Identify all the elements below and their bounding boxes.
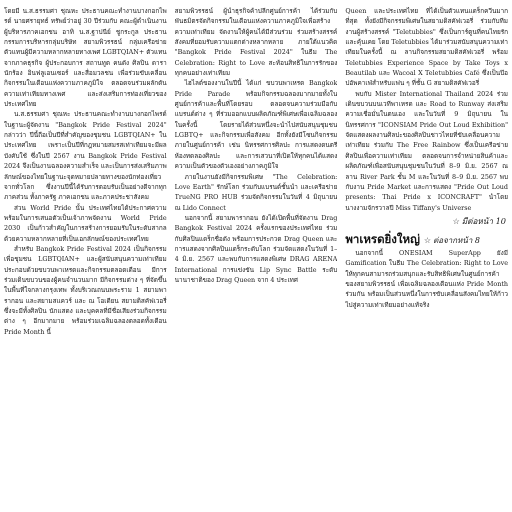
star-icon: ☆ <box>452 216 460 226</box>
article-paragraph: ไฮไลต์ของงานในปีนี้ ได้แก่ ขบวนพาเหรด Bangkok Pride Parade พร้อมกิจกรรมฉลองมากมายทั้งในศูนย์การค้าและพื้นที่โดยรอบ ตลอดจนความร่วมมือกับแบรนด์ต่าง ๆ ที่ร่วมออกแบบผลิตภัณฑ์พิเศษเพื่อเฉลิมฉลองในครั้งนี้ โดยรายได้ส่วนหนึ่งจะนำไปสนับสนุนชุมชน LGBTQ+ และกิจกรรมเพื่อสังคม อีกทั้งยังมีโซนกิจกรรมภายในศูนย์การค้า เช่น นิทรรศการศิลปะ การแสดงดนตรี ห้องทดลองศิลปะ และการเสวนาที่เปิดให้ทุกคนได้แสดงความเป็นตัวของตัวเองอย่างภาคภูมิใจ <box>174 79 338 171</box>
continue-note <box>345 214 506 229</box>
article-paragraph: สำหรับ Bangkok Pride Festival 2024 เป็นกิจกรรมเพื่อชุมชน LGBTQIAN+ และผู้สนับสนุนความเท่าเทียม ประกอบด้วยขบวนพาเหรดและกิจกรรมตลอดเดือน มีการร่วมเดินขบวนของผู้คนจำนวนมาก มีกิจกรรมต่าง ๆ ที่จัดขึ้นในพื้นที่ใจกลางกรุงเทพ ทั้งบริเวณถนนพระราม 1 สยามพารากอน และสยามสแควร์ และ ณ โอเดียน สยามดิสคัฟเวอรี่ ซึ่งจะมีทั้งศิลปิน นักแสดง และบุคคลที่มีชื่อเสียงร่วมกิจกรรมต่าง ๆ อีกมากมาย พร้อมร่วมเฉลิมฉลองตลอดทั้งเดือน Pride Month นี้ <box>4 244 167 336</box>
text-column-right <box>345 6 508 512</box>
text-column-middle <box>175 6 338 512</box>
section-heading-sub: ☆ ต่อจากหน้า 8 <box>423 235 480 245</box>
article-paragraph: นอกจากนี้ ONESIAM SuperApp ยังมี Gamification ในธีม The Celebration: Right to Love ให้ทุกคนสามารถร่วมสนุกและรับสิทธิพิเศษในศูนย์การค้าของสยามพิวรรธน์ เพื่อเฉลิมฉลองเดือนแห่ง Pride Month ร่วมกัน พร้อมเป็นส่วนหนึ่งในการขับเคลื่อนสังคมไทยให้ก้าวไปสู่ความเท่าเทียมอย่างแท้จริง <box>345 248 509 309</box>
continue-label: มีต่อหน้า 10 <box>461 215 507 226</box>
section-heading-title: พาเหรดยิ่งใหญ่ <box>345 231 420 246</box>
article-paragraph: โดยมี น.ส.ธรรมศา ชุณหะ ประธานคณะทำงานบางกอกไพรด์ นายศรายุทธ์ ทรัพย์ว่าอยู่ 30 ปีร่วมกับ คณะผู้ดำเนินงาน ผู้บริหารภาคเอกชน อาทิ น.ส.ฐาปนีย์ ชูกระกูล ประธานกรรมการบริหารกลุ่มบริษัท สยามพิวรรธน์ กลุ่มเครือข่ายตัวแทนผู้มีความหลากหลายทางเพศ LGBTQIAN+ ตัวแทนจากภาคธุรกิจ ผู้ประกอบการ สถานทูต คนดัง ศิลปิน ดารา นักร้อง อินฟลูเอนเซอร์ และสื่อมวลชน เพื่อร่วมขับเคลื่อนกิจกรรมในเดือนแห่งความภาคภูมิใจ ตลอดจนร่วมผลักดันความเท่าเทียมทางเพศ และส่งเสริมการท่องเที่ยวของประเทศไทย <box>4 7 167 109</box>
article-paragraph: Queen และประเทศไทย ที่ได้เป็นตัวแทนแดร็กควีนมากที่สุด ทั้งยังมีกิจกรรมพิเศษในสยามดิสคัฟเวอรี่ ร่วมกับทีมงานผู้สร้างสรรค์ "Teletubbies" ซึ่งเป็นการ์ตูนที่คนไทยรักและคุ้นเคย โดย Teletubbies ได้มาร่วมสนับสนุนความเท่าเทียมในครั้งนี้ ณ ลานกิจกรรมสยามดิสคัฟเวอรี่ พร้อม Teletubbies Experience Space by Take Toys x Beautilab และ Wacoal X Teletubbies Café ซึ่งเป็นป๊อปอัพคาเฟ่สำหรับแฟน ๆ ที่ชั้น G สยามดิสคัฟเวอรี่ <box>345 7 509 88</box>
section-heading <box>345 231 508 247</box>
article-paragraph: ส่วน World Pride นั้น ประเทศไทยได้ประกาศความพร้อมในการเสนอตัวเป็นเจ้าภาพจัดงาน World Pride 2030 เป็นก้าวสำคัญในการสร้างการยอมรับในระดับสากล ด้วยความหลากหลายที่เป็นเอกลักษณ์ของประเทศไทย <box>4 203 167 243</box>
article-paragraph: ภายในงานยังมีกิจกรรมพิเศษ "The Celebration: Love Earth" รักษ์โลก ร่วมกับแบรนด์ชั้นนำ และเครือข่าย TrueNG PRO HUB ร่วมจัดกิจกรรมในวันที่ 4 มิถุนายน ณ Lido Connect <box>174 172 338 212</box>
article-paragraph: สยามพิวรรธน์ ผู้นำธุรกิจค้าปลีกศูนย์การค้า ได้ร่วมกับพันธมิตรจัดกิจกรรมในเดือนแห่งความภาคภูมิใจเพื่อสร้างความเท่าเทียม จัดงานให้ผู้คนได้มีส่วนร่วม ร่วมสร้างสรรค์สังคมที่ยอมรับความแตกต่างหลากหลาย ภายใต้แนวคิด "Bangkok Pride Festival 2024" ในธีม The Celebration: Right to Love สะท้อนสิทธิในการรักของทุกคนอย่างเท่าเทียม <box>174 7 338 78</box>
article-paragraph: น.ส.ธรรมศา ชุณหะ ประธานคณะทำงานบางกอกไพรด์ ในฐานะผู้จัดงาน "Bangkok Pride Festival 2024" กล่าวว่า ปีนี้ถือเป็นปีที่สำคัญของชุมชน LGBTQIAN+ ในประเทศไทย เพราะเป็นปีที่กฎหมายสมรสเท่าเทียมจะมีผลบังคับใช้ ซึ่งในปี 2567 งาน Bangkok Pride Festival 2024 จึงเป็นงานฉลองความสำเร็จ และเป็นการส่งเสริมภาพลักษณ์ของไทยในฐานะจุดหมายปลายทางของนักท่องเที่ยวจากทั่วโลก ซึ่งงานปีนี้ได้รับการตอบรับเป็นอย่างดีจากทุกภาคส่วน ทั้งภาครัฐ ภาคเอกชน และภาคประชาสังคม <box>4 110 167 202</box>
star-icon: ☆ <box>423 235 432 245</box>
article-paragraph: นอกจากนี้ สยามพารากอน ยังได้เปิดพื้นที่จัดงาน Drag Bangkok Festival 2024 ครั้งแรกของประเทศไทย ร่วมกับศิลปินแดร็กชื่อดัง พร้อมการประกวด Drag Queen และการแสดงจากศิลปินแดร็กระดับโลก ร่วมจัดแสดงในวันที่ 1–4 มิ.ย. 2567 และพบกับการแสดงพิเศษ DRAG ARENA International การแข่งขัน Lip Sync Battle ระดับนานาชาติของ Drag Queen จาก 4 ประเทศ <box>174 213 338 284</box>
text-column-left <box>4 6 167 512</box>
article-paragraph: พบกับ Mister International Thailand 2024 ร่วมเดินขบวนบนเวทีพาเหรด และ Road to Runway ส่งเสริมความเชื่อมั่นในตนเอง และในวันที่ 9 มิถุนายน ในนิทรรศการ "ICONSIAM Pride Out Loud Exhibition" จัดแสดงผลงานศิลปะของศิลปินชาวไทยที่ขับเคลื่อนความเท่าเทียม ร่วมกับ The Free Rainbow ซึ่งเป็นเครือข่ายศิลปินเพื่อความเท่าเทียม ตลอดจนการจำหน่ายสินค้าและผลิตภัณฑ์เพื่อสนับสนุนชุมชนในวันที่ 8–9 มิ.ย. 2567 ณ ลาน River Park ชั้น M และในวันที่ 8–9 มิ.ย. 2567 พบกับงาน Pride Market และการแสดง "Pride Out Loud presents: Thai Pride x ICONCRAFT" นำโดย นางงามจักรวาลปี Miss Tiffany's Universe <box>345 89 509 212</box>
